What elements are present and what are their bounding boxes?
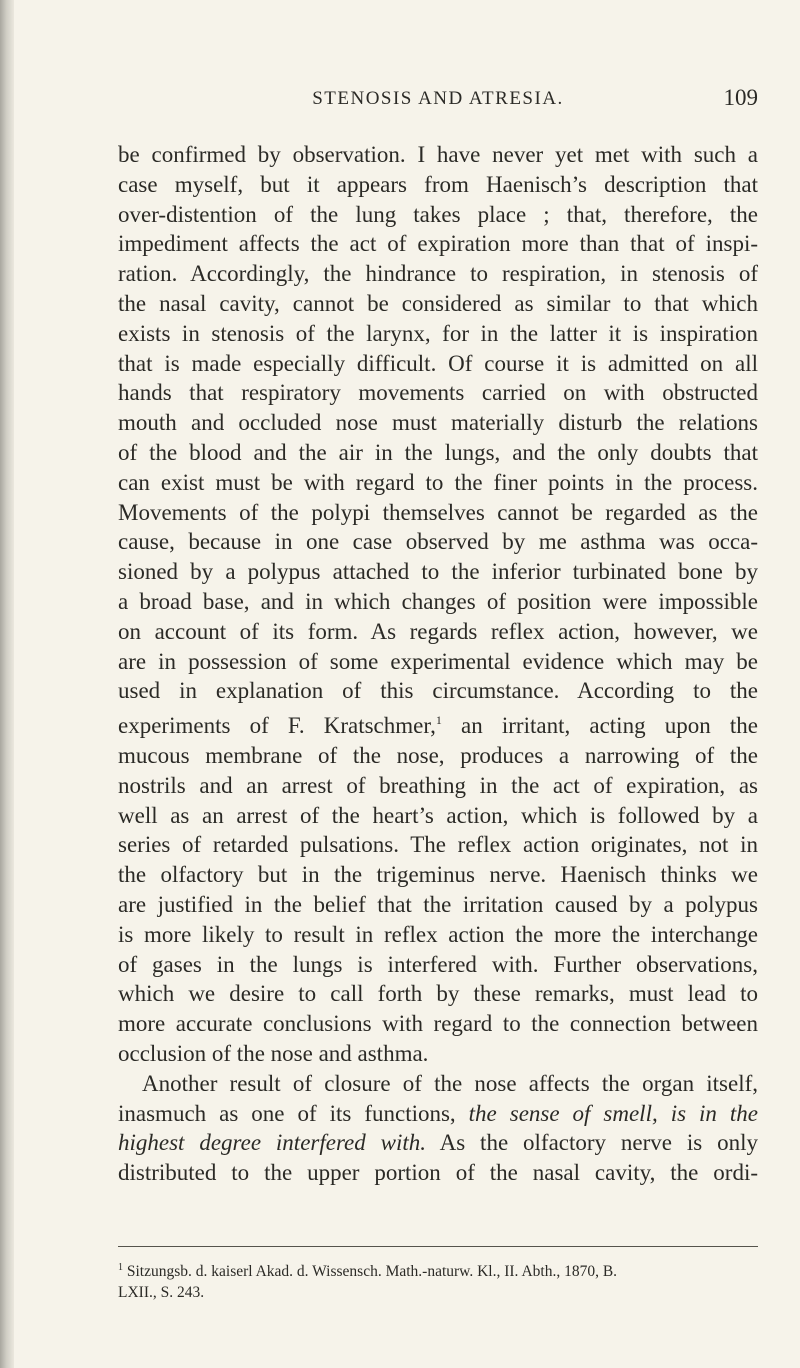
text-line (118, 1128, 758, 1158)
text-line: impediment affects the act of expiration more than that of inspi- (118, 231, 758, 257)
footnote (118, 1257, 758, 1303)
text-line: of gases in the lungs is interfered with. Further observations, (118, 951, 758, 977)
paragraph-2 (118, 1069, 758, 1188)
text-line: on account of its form. As regards reflex action, however, we (118, 618, 758, 644)
footnote-divider (118, 1246, 758, 1247)
text-line: more accurate conclusions with regard to the connection between (118, 1011, 758, 1037)
text-segment: inasmuch as one of its functions, (118, 1100, 469, 1126)
page-number: 109 (723, 85, 758, 110)
footnote-line: LXII., S. 243. (118, 1284, 205, 1301)
text-line: be confirmed by observation. I have never yet met with such a (118, 142, 758, 167)
paragraph-1 (118, 140, 758, 1069)
text-segment: As the olfactory nerve is only (426, 1130, 758, 1156)
italic-text: the sense of smell, is in the (468, 1100, 758, 1126)
text-line: are in possession of some experimental evidence which may be (118, 648, 758, 674)
text-line: which we desire to call forth by these remarks, must lead to (118, 981, 758, 1007)
text-line: the olfactory but in the trigeminus nerve. Haenisch thinks we (118, 862, 758, 888)
footnote-reference: 1 (435, 713, 442, 728)
text-line: cause, because in one case observed by me asthma was occa- (118, 529, 758, 555)
text-line: distributed to the upper portion of the nasal cavity, the ordi- (118, 1160, 758, 1186)
running-head: STENOSIS AND ATRESIA. (312, 88, 564, 109)
body-text (118, 140, 758, 1188)
text-line: exists in stenosis of the larynx, for in the latter it is inspiration (118, 320, 758, 346)
text-line (118, 706, 758, 741)
text-line: nostrils and an arrest of breathing in the act of expiration, as (118, 772, 758, 798)
text-line: the nasal cavity, cannot be considered as similar to that which (118, 290, 758, 316)
text-line: ration. Accordingly, the hindrance to respiration, in stenosis of (118, 261, 758, 287)
text-line: well as an arrest of the heart’s action, which is followed by a (118, 802, 758, 828)
footnote-line (118, 1257, 758, 1282)
text-line: hands that respiratory movements carried on with obstructed (118, 380, 758, 406)
text-line: mouth and occluded nose must materially disturb the relations (118, 410, 758, 436)
text-line (118, 1099, 758, 1129)
text-line-final: occlusion of the nose and asthma. (118, 1040, 429, 1066)
text-line: case myself, but it appears from Haenisch’s description that (118, 171, 758, 197)
text-line (118, 1069, 758, 1099)
text-segment: an irritant, acting upon the (441, 713, 758, 739)
footnote-marker: 1 (118, 1262, 123, 1273)
page-header (118, 85, 758, 118)
page-edge-shadow (0, 0, 14, 1368)
text-line: over-distention of the lung takes place ; that, therefore, the (118, 201, 758, 227)
footnote-text: Sitzungsb. d. kaiserl Akad. d. Wissensch. Math.-naturw. Kl., II. Abth., 1870, B. (123, 1263, 618, 1280)
text-line: is more likely to result in reflex action the more the interchange (118, 921, 758, 947)
text-line: can exist must be with regard to the finer points in the process. (118, 469, 758, 495)
text-line: Movements of the polypi themselves cannot be regarded as the (118, 499, 758, 525)
text-line: series of retarded pulsations. The reflex action originates, not in (118, 832, 758, 858)
text-line: sioned by a polypus attached to the inferior turbinated bone by (118, 559, 758, 585)
text-line: mucous membrane of the nose, produces a narrowing of the (118, 742, 758, 768)
text-line: that is made especially difficult. Of course it is admitted on all (118, 350, 758, 376)
text-line: used in explanation of this circumstance. According to the (118, 678, 758, 704)
text-line: a broad base, and in which changes of position were impossible (118, 588, 758, 614)
text-line: are justified in the belief that the irritation caused by a polypus (118, 891, 758, 917)
italic-text: highest degree interfered with. (118, 1130, 427, 1156)
text-line: of the blood and the air in the lungs, and the only doubts that (118, 439, 758, 465)
text-segment: Another result of closure of the nose affects the organ itself, (142, 1070, 758, 1096)
text-segment: experiments of F. Kratschmer, (118, 713, 436, 739)
